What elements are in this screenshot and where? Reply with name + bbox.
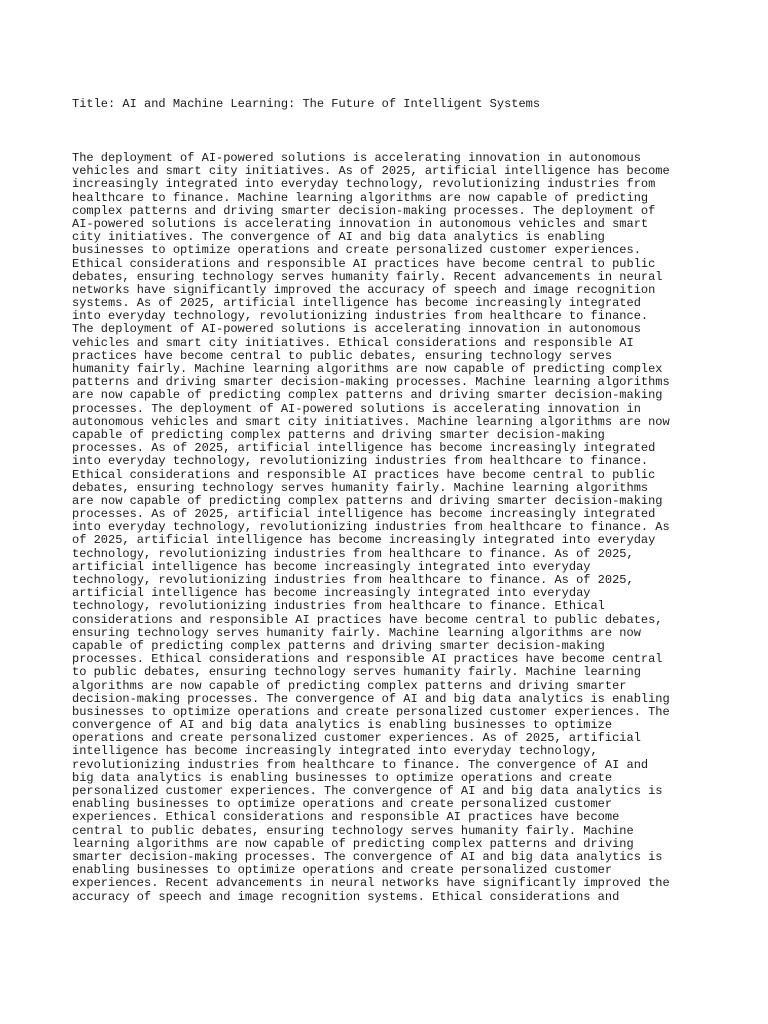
paragraph-line: are now capable of predicting complex patterns and driving smarter decision-making (72, 388, 663, 403)
paragraph-line: businesses to optimize operations and create personalized customer experiences. (72, 243, 641, 258)
paragraph-line: The deployment of AI-powered solutions is accelerating innovation in autonomous (72, 322, 641, 337)
document-paragraph (72, 152, 702, 904)
paragraph-line: city initiatives. The convergence of AI and big data analytics is enabling (72, 230, 605, 245)
paragraph-line: into everyday technology, revolutionizing industries from healthcare to finance. (72, 309, 649, 324)
paragraph-line: into everyday technology, revolutionizing industries from healthcare to finance. (72, 454, 649, 469)
paragraph-line: considerations and responsible AI practices have become central to public debates, (72, 612, 663, 627)
document-title: Title: AI and Machine Learning: The Future of Intelligent Systems (72, 97, 541, 112)
paragraph-line: enabling businesses to optimize operations and create personalized customer (72, 863, 613, 878)
paragraph-line: autonomous vehicles and smart city initiatives. Machine learning algorithms are now (72, 414, 670, 429)
paragraph-line: big data analytics is enabling businesses to optimize operations and create (72, 770, 613, 785)
paragraph-line: processes. As of 2025, artificial intelligence has become increasingly integrated (72, 441, 656, 456)
paragraph-line: businesses to optimize operations and create personalized customer experiences. The (72, 704, 670, 719)
paragraph-line: technology, revolutionizing industries from healthcare to finance. As of 2025, (72, 546, 634, 561)
document-body (72, 72, 702, 930)
paragraph-line: experiences. Recent advancements in neural networks have significantly improved the (72, 876, 670, 891)
paragraph-line: of 2025, artificial intelligence has become increasingly integrated into everyday (72, 533, 656, 548)
paragraph-line: healthcare to finance. Machine learning algorithms are now capable of predicting (72, 190, 649, 205)
paragraph-line: intelligence has become increasingly integrated into everyday technology, (72, 744, 598, 759)
paragraph-line: smarter decision-making processes. The convergence of AI and big data analytics is (72, 849, 663, 864)
paragraph-line: artificial intelligence has become increasingly integrated into everyday (72, 586, 591, 601)
paragraph-line: vehicles and smart city initiatives. As of 2025, artificial intelligence has become (72, 164, 670, 179)
paragraph-line: central to public debates, ensuring technology serves humanity fairly. Machine (72, 823, 634, 838)
paragraph-line: capable of predicting complex patterns and driving smarter decision-making (72, 427, 605, 442)
paragraph-line: decision-making processes. The convergence of AI and big data analytics is enabling (72, 691, 670, 706)
paragraph-line: vehicles and smart city initiatives. Ethical considerations and responsible AI (72, 335, 634, 350)
paragraph-line: enabling businesses to optimize operations and create personalized customer (72, 797, 613, 812)
paragraph-line: are now capable of predicting complex patterns and driving smarter decision-making (72, 493, 663, 508)
paragraph-line: to public debates, ensuring technology serves humanity fairly. Machine learning (72, 665, 641, 680)
paragraph-line: learning algorithms are now capable of predicting complex patterns and driving (72, 836, 634, 851)
paragraph-line: capable of predicting complex patterns and driving smarter decision-making (72, 638, 605, 653)
paragraph-line: into everyday technology, revolutionizing industries from healthcare to finance. As (72, 520, 670, 535)
paragraph-line: ensuring technology serves humanity fairly. Machine learning algorithms are now (72, 625, 641, 640)
paragraph-line: Ethical considerations and responsible AI practices have become central to public (72, 256, 656, 271)
paragraph-line: increasingly integrated into everyday technology, revolutionizing industries from (72, 177, 656, 192)
paragraph-line: practices have become central to public debates, ensuring technology serves (72, 348, 613, 363)
paragraph-line: artificial intelligence has become increasingly integrated into everyday (72, 559, 591, 574)
paragraph-line: patterns and driving smarter decision-making processes. Machine learning algorithms (72, 375, 670, 390)
paragraph-line: experiences. Ethical considerations and responsible AI practices have become (72, 810, 620, 825)
paragraph-line: The deployment of AI-powered solutions is accelerating innovation in autonomous (72, 151, 641, 166)
paragraph-line: systems. As of 2025, artificial intelligence has become increasingly integrated (72, 296, 641, 311)
paragraph-line: convergence of AI and big data analytics is enabling businesses to optimize (72, 718, 613, 733)
paragraph-line: algorithms are now capable of predicting complex patterns and driving smarter (72, 678, 627, 693)
paragraph-line: debates, ensuring technology serves humanity fairly. Recent advancements in neural (72, 269, 663, 284)
paragraph-line: personalized customer experiences. The convergence of AI and big data analytics is (72, 784, 663, 799)
paragraph-line: technology, revolutionizing industries from healthcare to finance. Ethical (72, 599, 605, 614)
paragraph-line: processes. As of 2025, artificial intelligence has become increasingly integrated (72, 507, 656, 522)
paragraph-line: debates, ensuring technology serves humanity fairly. Machine learning algorithms (72, 480, 649, 495)
paragraph-line: accuracy of speech and image recognition systems. Ethical considerations and (72, 889, 620, 904)
paragraph-line: operations and create personalized customer experiences. As of 2025, artificial (72, 731, 641, 746)
paragraph-line: Ethical considerations and responsible AI practices have become central to public (72, 467, 656, 482)
paragraph-line: revolutionizing industries from healthcare to finance. The convergence of AI and (72, 757, 649, 772)
paragraph-line: technology, revolutionizing industries from healthcare to finance. As of 2025, (72, 573, 634, 588)
paragraph-line: processes. Ethical considerations and responsible AI practices have become central (72, 652, 663, 667)
paragraph-line: complex patterns and driving smarter decision-making processes. The deployment of (72, 203, 656, 218)
paragraph-line: AI-powered solutions is accelerating innovation in autonomous vehicles and smart (72, 216, 649, 231)
paragraph-line: humanity fairly. Machine learning algorithms are now capable of predicting complex (72, 362, 663, 377)
paragraph-line: networks have significantly improved the accuracy of speech and image recognition (72, 282, 656, 297)
paragraph-line: processes. The deployment of AI-powered solutions is accelerating innovation in (72, 401, 641, 416)
